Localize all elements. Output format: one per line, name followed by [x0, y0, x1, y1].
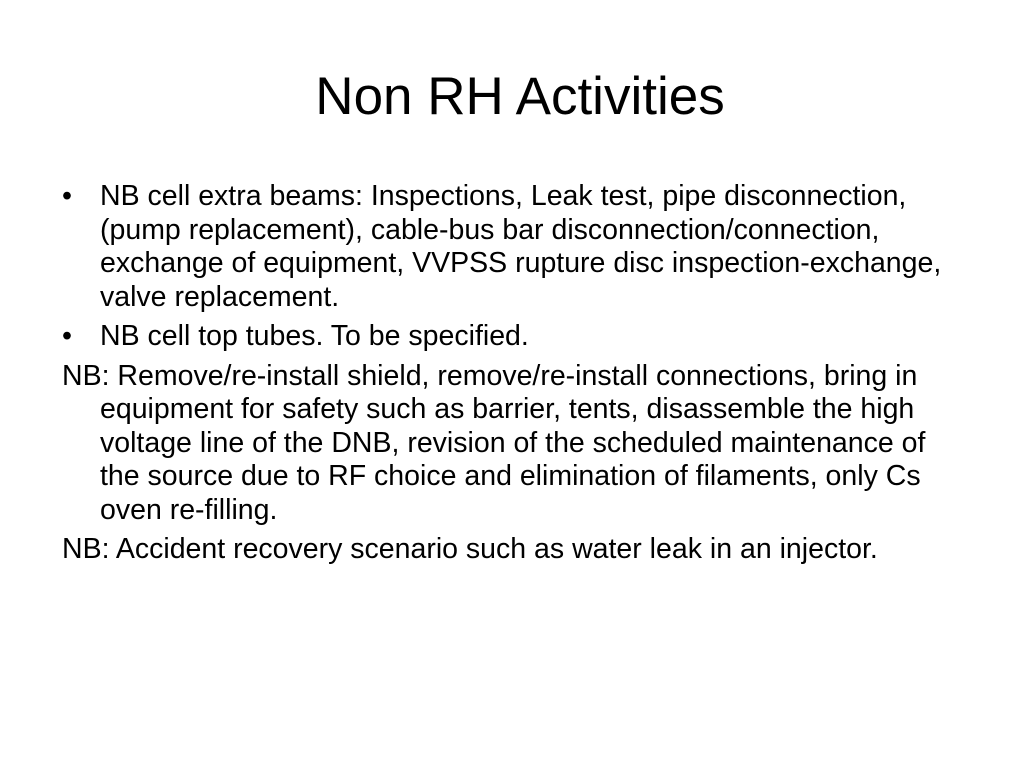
- list-item: [62, 320, 942, 354]
- body-list: [62, 180, 942, 573]
- list-item-text: NB: Accident recovery scenario such as water leak in an injector.: [62, 533, 878, 565]
- bullet-dot-icon: •: [62, 180, 72, 212]
- list-item-text: NB: Remove/re-install shield, remove/re-install connections, bring in equipment for safety such as barrier, tents, disassemble the high voltage line of the DNB, revision of the scheduled maintenance of the source due to RF choice and elimination of filaments, only Cs oven re-filling.: [62, 359, 926, 526]
- slide-title: Non RH Activities: [315, 67, 725, 126]
- list-item-text: NB cell top tubes. To be specified.: [100, 320, 529, 352]
- bullet-dot-icon: •: [62, 320, 72, 352]
- list-item-note: [62, 533, 942, 567]
- list-item: [62, 180, 942, 314]
- list-item-note: [62, 360, 942, 528]
- list-item-text: NB cell extra beams: Inspections, Leak test, pipe disconnection, (pump replacement), cable-bus bar disconnection/connection, exchange of equipment, VVPSS rupture disc inspection-exchange, valve replacement.: [100, 180, 942, 313]
